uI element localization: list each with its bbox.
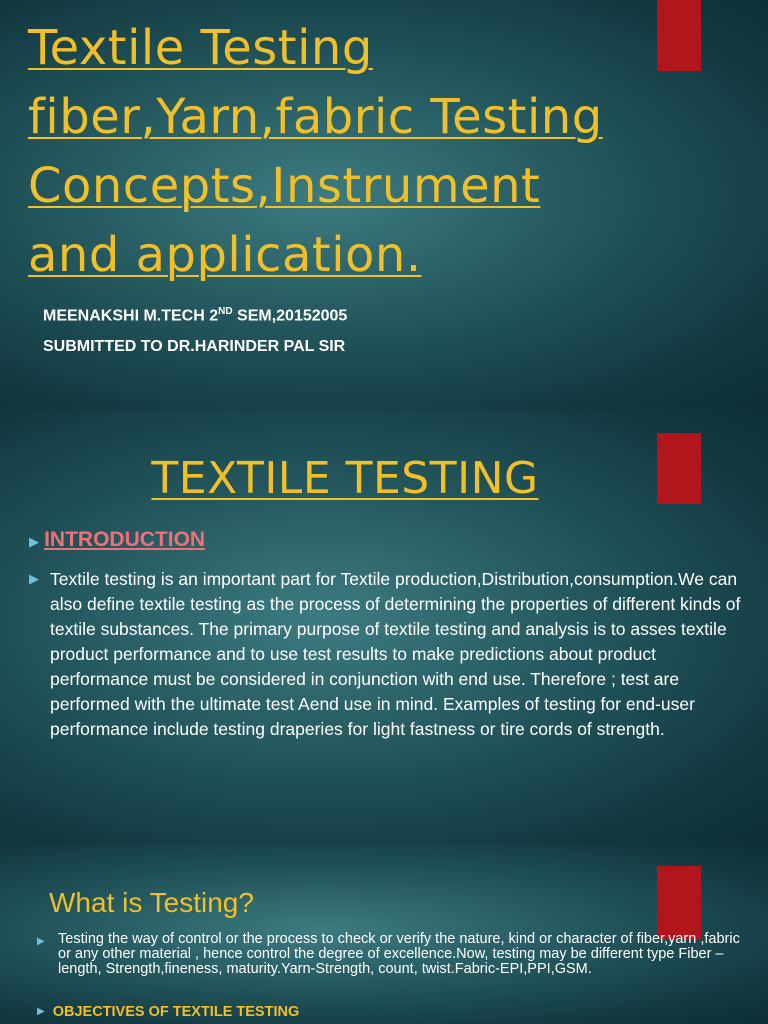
objectives-label: OBJECTIVES OF TEXTILE TESTING xyxy=(52,1004,300,1020)
testing-slide xyxy=(0,845,768,1024)
title-slide xyxy=(0,0,768,410)
bullet-arrow-icon: ▶ xyxy=(37,1006,45,1017)
submitted-line: SUBMITTED TO DR.HARINDER PAL SIR xyxy=(43,338,346,355)
intro-text: Textile testing is an important part for Textile production,Distribution,consumption.We can also define textile testing as the process of determining the properties of different kinds of textile substances. The primary purpose of textile testing and analysis is to asses textile product performance and to use test results to make predictions about product performance must be considered in conjunction with end use. Therefore ; test are performed with the ultimate test Aend use in mind. Examples of testing for end-user performance include testing draperies for light fastness or tire cords of strength. xyxy=(50,569,741,739)
bullet-arrow-icon: ▶ xyxy=(29,572,39,587)
title-line: fiber,Yarn,fabric Testing xyxy=(28,89,603,145)
introduction-slide xyxy=(0,410,768,845)
slide-heading: What is Testing? xyxy=(49,887,254,918)
title-line: Concepts,Instrument xyxy=(28,158,541,214)
objectives-bullet xyxy=(37,1001,299,1020)
author-text: MEENAKSHI M.TECH 2 xyxy=(43,307,219,325)
bullet-arrow-icon: ▶ xyxy=(37,936,45,947)
title-line: and application. xyxy=(28,227,422,283)
slide-heading: TEXTILE TESTING xyxy=(151,453,539,504)
intro-paragraph xyxy=(29,567,759,742)
slide-title xyxy=(28,14,708,290)
author-sem: SEM,20152005 xyxy=(232,307,348,325)
testing-paragraph xyxy=(37,932,747,977)
title-line: Textile Testing xyxy=(28,20,373,76)
red-accent-bar xyxy=(657,866,701,940)
testing-text: Testing the way of control or the process to check or verify the nature, kind or character of fiber,yarn ,fabric or any other material , hence control the degree of excellence.Now, testing may be different type Fiber –length, Strength,fineness, maturity.Yarn-Strength, count, twist.Fabric-EPI,PPI,GSM. xyxy=(58,931,740,977)
bullet-arrow-icon: ▶ xyxy=(29,535,39,550)
author-line xyxy=(43,306,347,325)
intro-bullet xyxy=(29,528,205,552)
intro-label: INTRODUCTION xyxy=(44,528,206,551)
author-superscript: ND xyxy=(218,306,233,317)
